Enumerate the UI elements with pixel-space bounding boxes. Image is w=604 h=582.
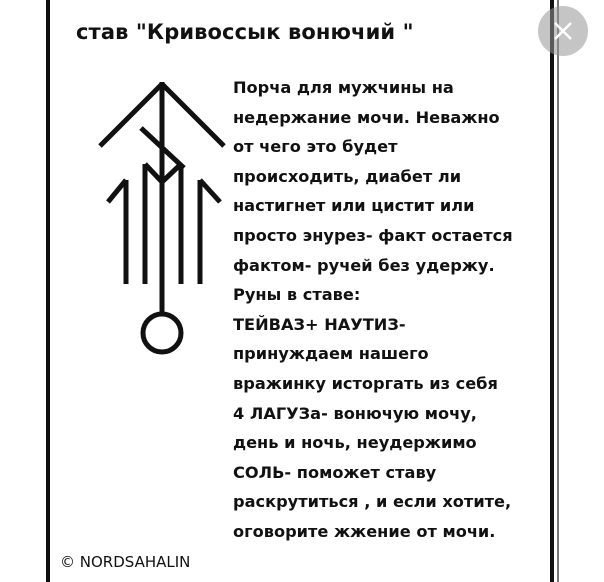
description-line: Руны в ставе:: [233, 285, 361, 305]
description-line: оговорите жжение от мочи.: [233, 521, 496, 541]
description-line: 4 ЛАГУЗа- вонючую мочу,: [233, 403, 477, 423]
description-line: просто энурез- факт остается: [233, 225, 513, 245]
description-line: день и ночь, неудержимо: [233, 433, 477, 453]
description-line: фактом- ручей без удержу.: [233, 255, 495, 275]
spell-description: [233, 73, 551, 547]
card-right-edge: [557, 0, 559, 582]
close-button[interactable]: [538, 6, 588, 56]
description-line: недержание мочи. Неважно: [233, 107, 500, 127]
rune-stave-icon: [96, 74, 232, 356]
description-line: настигнет или цистит или: [233, 196, 475, 216]
description-line: вражинку исторгать из себя: [233, 373, 498, 393]
copyright-watermark: © NORDSAHALIN: [60, 553, 191, 571]
close-icon: [553, 21, 573, 41]
description-line: происходить, диабет ли: [233, 166, 462, 186]
description-line: Порча для мужчины на: [233, 78, 454, 97]
description-line: раскрутиться , и если хотите,: [233, 492, 512, 512]
description-line: СОЛЬ- поможет ставу: [233, 462, 437, 482]
description-line: ТЕЙВАЗ+ НАУТИЗ-: [233, 314, 406, 334]
description-line: принуждаем нашего: [233, 344, 429, 364]
page-title: став "Кривоссык вонючий ": [76, 20, 414, 44]
description-line: от чего это будет: [233, 137, 398, 157]
